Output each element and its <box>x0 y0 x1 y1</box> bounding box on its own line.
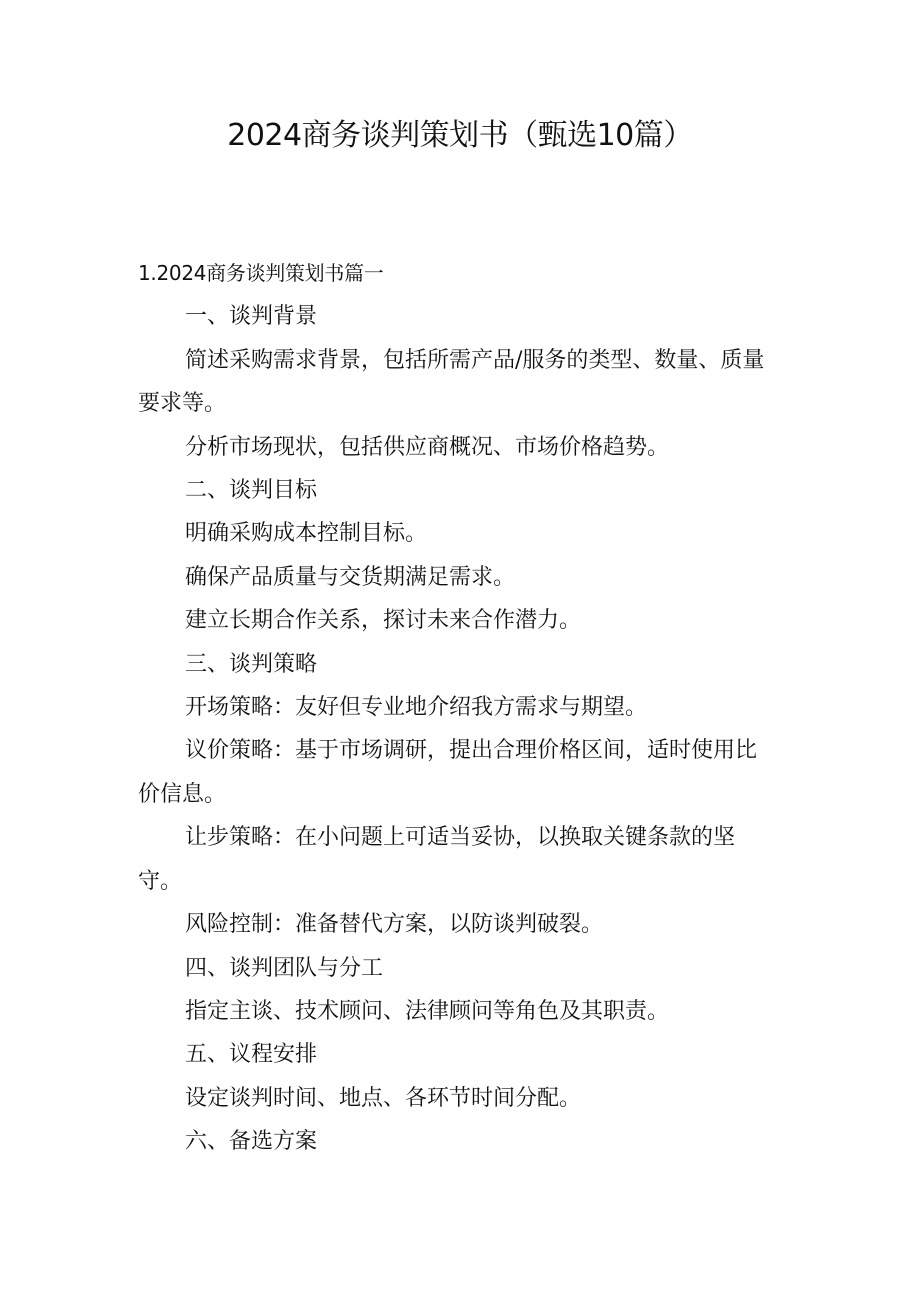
paragraph: 简述采购需求背景，包括所需产品/服务的类型、数量、质量要求等。 <box>138 347 765 417</box>
paragraph: 指定主谈、技术顾问、法律顾问等角色及其职责。 <box>185 998 670 1024</box>
chapter-heading: 1.2024商务谈判策划书篇一 <box>138 261 384 285</box>
paragraph: 议价策略：基于市场调研，提出合理价格区间，适时使用比价信息。 <box>138 738 758 807</box>
paragraph: 明确采购成本控制目标。 <box>185 521 428 547</box>
section-heading-agenda: 五、议程安排 <box>185 1042 318 1068</box>
section-heading-strategy: 三、谈判策略 <box>185 651 318 677</box>
paragraph: 分析市场现状，包括供应商概况、市场价格趋势。 <box>185 434 670 460</box>
section-heading-team: 四、谈判团队与分工 <box>185 955 384 981</box>
section-heading-background: 一、谈判背景 <box>185 304 318 330</box>
paragraph: 风险控制：准备替代方案，以防谈判破裂。 <box>185 912 604 938</box>
section-heading-alternatives: 六、备选方案 <box>185 1129 318 1155</box>
paragraph: 设定谈判时间、地点、各环节时间分配。 <box>185 1085 582 1111</box>
document-title: 2024商务谈判策划书（甄选10篇） <box>227 118 693 153</box>
paragraph: 让步策略：在小问题上可适当妥协，以换取关键条款的坚守。 <box>138 825 736 894</box>
paragraph: 开场策略：友好但专业地介绍我方需求与期望。 <box>185 695 648 721</box>
paragraph: 确保产品质量与交货期满足需求。 <box>185 564 516 590</box>
paragraph: 建立长期合作关系，探讨未来合作潜力。 <box>185 608 582 634</box>
section-heading-goals: 二、谈判目标 <box>185 478 318 504</box>
document-body <box>138 252 778 1164</box>
